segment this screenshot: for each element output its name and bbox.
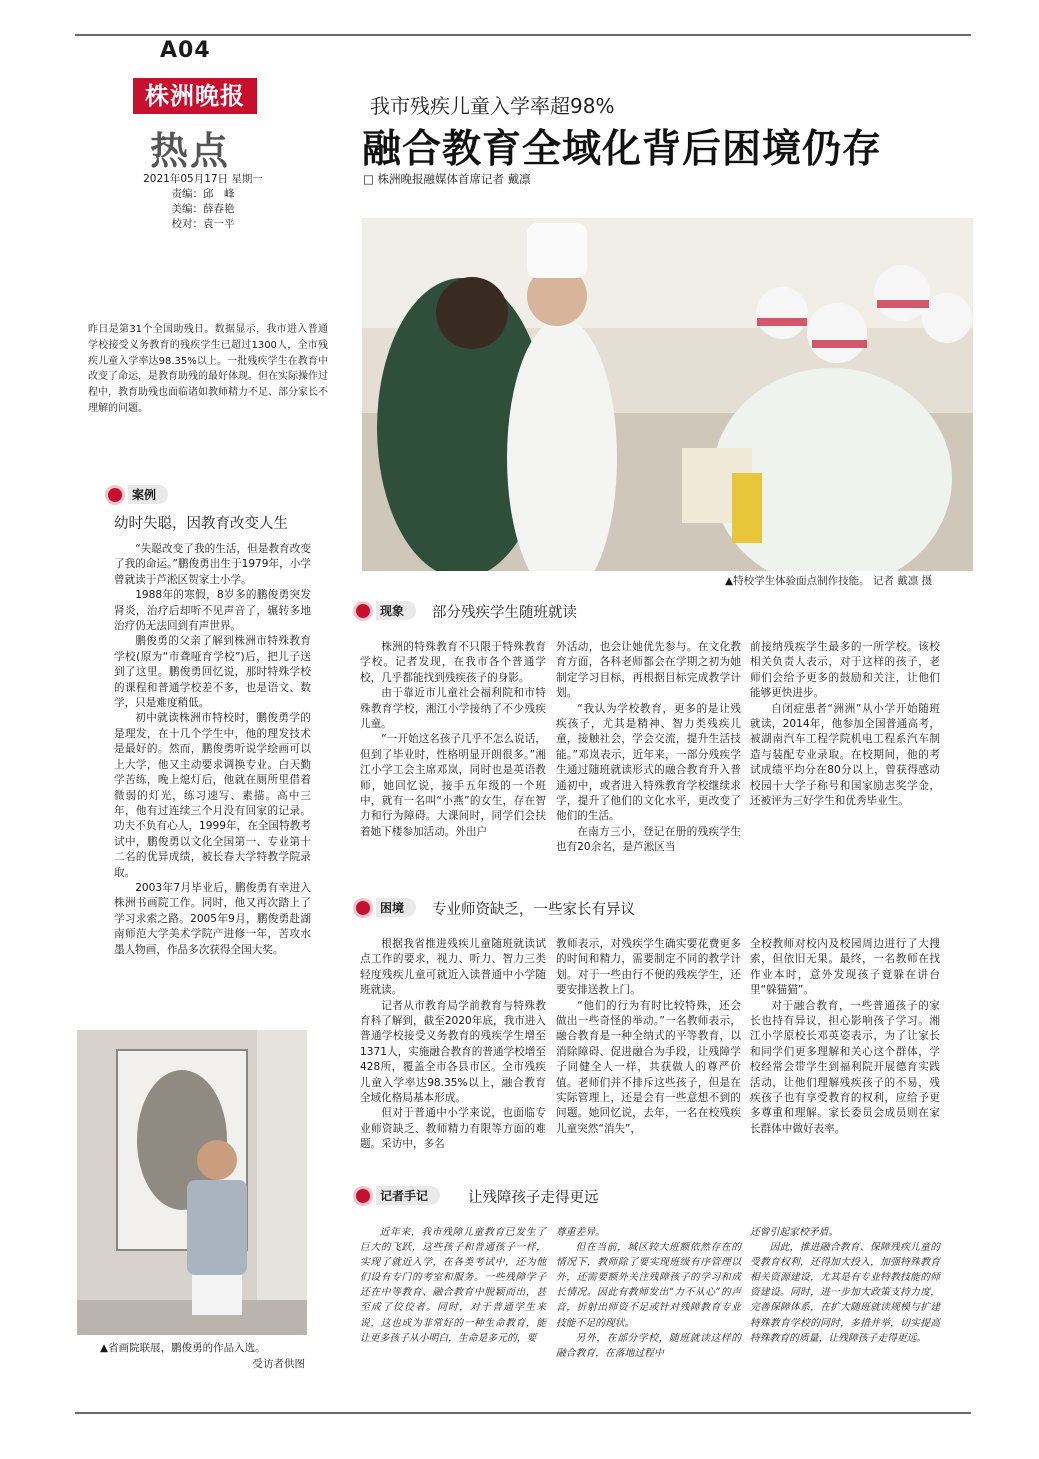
dilemma-column-1	[360, 937, 546, 1153]
phenomenon-paragraph: 株洲的特殊教育不只限于特殊教育学校。记者发现，在我市各个普通学校，几乎都能找到残疾孩子的身影。	[360, 641, 546, 684]
dilemma-title: 专业师资缺乏，一些家长有异议	[432, 902, 635, 918]
note-title: 让残障孩子走得更远	[468, 1190, 599, 1206]
phenomenon-paragraph: 前接纳残疾学生最多的一所学校。该校相关负责人表示，对于这样的孩子，老师们会给予更多的鼓励和关注，让他们能够更快进步。	[750, 641, 940, 700]
art-editor-credit: 美编：薛春艳	[171, 203, 235, 215]
lead-paragraph	[88, 322, 328, 417]
note-tag-label: 记者手记	[376, 1186, 440, 1205]
case-tag	[108, 485, 168, 504]
tag-bullet-icon	[356, 1189, 370, 1203]
dilemma-paragraph: 根据我省推进残疾儿童随班就读试点工作的要求，视力、听力、智力三类轻度残疾儿童可就近入读普通中小学随班就读。	[360, 938, 546, 997]
phenomenon-paragraph: 外活动，也会让她优先参与。在文化教育方面，各科老师都会在学期之初为她制定学习目标，再根据目标完成教学计划。	[556, 641, 741, 700]
article-byline: □ 株洲晚报融媒体首席记者 戴凛	[363, 172, 531, 186]
phenomenon-paragraph: 由于靠近市儿童社会福利院和市特殊教育学校，湘江小学接纳了不少残疾儿童。	[360, 687, 546, 731]
tag-bullet-icon	[356, 604, 370, 618]
phenomenon-tag-label: 现象	[376, 601, 416, 620]
main-photo-illustration	[362, 218, 973, 571]
main-photo-caption: ▲特校学生体验面点制作技能。 记者 戴凛 摄	[725, 575, 933, 587]
main-photo	[362, 218, 973, 571]
tag-bullet-icon	[356, 901, 370, 915]
editor-credit: 责编：邱 峰	[171, 188, 235, 200]
top-rule	[75, 34, 971, 36]
phenomenon-tag	[356, 601, 416, 620]
phenomenon-column-2	[556, 640, 741, 856]
dilemma-paragraph: 教师表示，对残疾学生确实要花费更多的时间和精力，需要制定不同的教学计划。对于一些由行不便的残疾学生，还要安排送教上门。	[556, 938, 741, 997]
dilemma-tag	[356, 898, 416, 917]
dilemma-paragraph: 对于融合教育，一些普通孩子的家长也持有异议，担心影响孩子学习。湘江小学原校长邓英姿表示，为了让家长和同学们更多理解和关心这个群体，学校经常会带学生到福利院开展德育实践活动，让他们理解残疾孩子的不易，残疾孩子也有享受教育的权利，应给予更多尊重和理解。家长委员会成员则在家长群体中做好表率。	[750, 999, 940, 1135]
case-body	[114, 542, 311, 958]
case-paragraph: 鹏俊勇的父亲了解到株洲市特殊教育学校(原为“市聋哑育学校”)后，把儿子送到了这里。鹏俊勇回忆说，那时特殊学校的课程和普通学校差不多，也是语文、数学，只是难度稍低。	[114, 635, 311, 710]
artist-photo-credit: 受访者供图	[252, 1358, 305, 1370]
page-meta	[128, 172, 278, 232]
dilemma-column-2	[556, 937, 741, 1137]
case-title: 幼时失聪，因教育改变人生	[114, 516, 288, 532]
page-number: A04	[160, 38, 211, 63]
lead-text: 昨日是第31个全国助残日。数据显示，我市进入普通学校接受义务教育的残疾学生已超过1300人，全市残疾儿童入学率达98.35%以上。一批残疾学生在教育中改变了命运，是教育助残的最好体现。但在实际操作过程中，教育助残也面临诸如教师精力不足、部分家长不理解的问题。	[88, 324, 328, 414]
note-paragraph: 因此，推进融合教育、保障残疾儿童的受教育权利，还得加大投入，加强特殊教育相关资源建设，尤其是有专业特教技能的师资建设。同时，进一步加大政策支持力度，完善保障体系，在扩大随班就读规模与扩建特殊教育学校的同时，多措并举，切实提高特殊教育的质量，让残障孩子走得更远。	[750, 1242, 940, 1344]
dilemma-paragraph: 但对于普通中小学来说，也面临专业师资缺乏、教师精力有限等方面的难题。采访中，多名	[360, 1107, 546, 1151]
phenomenon-paragraph: 在南方三小，登记在册的残疾学生也有20余名，是芦淞区当	[556, 825, 741, 854]
artist-caption-text: ▲省画院联展，鹏俊勇的作品入选。	[100, 1342, 266, 1354]
proofreader-credit: 校对：袁一平	[171, 218, 235, 230]
dilemma-paragraph: “他们的行为有时比较特殊，还会做出一些奇怪的举动。”一名教师表示，融合教育是一种全纳式的平等教育，以消除障碍、促进融合为手段，让残障学子同健全人一样，共获做人的尊严价值。老师们并不排斥这些孩子，但是在实际管理上，还是会有一些意想不到的问题。她回忆说，去年，一名在校残疾儿童突然“消失”，	[556, 999, 741, 1135]
article-headline: 融合教育全域化背后困境仍存	[362, 127, 883, 172]
issue-date: 2021年05月17日 星期一	[143, 173, 263, 185]
dilemma-paragraph: 全校教师对校内及校园周边进行了大搜索，但依旧无果。最终，一名教师在找作业本时，意外发现孩子竟躲在讲台里“躲猫猫”。	[750, 938, 940, 997]
note-tag	[356, 1186, 440, 1205]
tag-bullet-icon	[108, 488, 122, 502]
note-column-3	[750, 1225, 940, 1346]
bottom-rule	[75, 1412, 971, 1414]
article-subtitle: 我市残疾儿童入学率超98%	[370, 94, 615, 118]
note-paragraph: 还曾引起家校矛盾。	[750, 1227, 839, 1238]
note-paragraph: 尊重差异。	[556, 1227, 605, 1238]
case-paragraph: 初中就读株洲市特校时，鹏俊勇学的是理发，在十几个学生中，他的理发技术是最好的。然而，鹏俊勇听说学绘画可以上大学，他又主动要求调换专业。白天勤学苦练，晚上熄灯后，他就在厕所里借着微弱的灯光，练习速写、素描。高中三年，他有过连续三个月没有回家的记录。功夫不负有心人，1999年，在全国特教考试中，鹏俊勇以文化全国第一、专业第十二名的优异成绩，被长春大学特教学院录取。	[114, 712, 311, 879]
case-paragraph: 1988年的寒假，8岁多的鹏俊勇突发肾炎，治疗后却听不见声音了，辗转多地治疗仍无法回到有声世界。	[114, 589, 311, 633]
phenomenon-column-1	[360, 640, 546, 840]
dilemma-column-3	[750, 937, 940, 1137]
artist-photo-illustration	[77, 1030, 307, 1335]
artist-photo-caption	[100, 1340, 305, 1372]
case-paragraph: 2003年7月毕业后，鹏俊勇有幸进入株洲书画院工作。同时，他又再次踏上了学习求索之路。2005年9月，鹏俊勇赴湖南师范大学美术学院产进修一年，苦攻水墨人物画，作品多次获得全国大奖。	[114, 881, 311, 956]
phenomenon-paragraph: “我认为学校教育，更多的是让残疾孩子，尤其是精神、智力类残疾儿童，接触社会，学会交流，提升生活技能。”邓岚表示，近年来，一部分残疾学生通过随班就读形式的融合教育升入普通初中，或者进入特殊教育学校继续求学，提升了他们的文化水平，更改变了他们的生活。	[556, 702, 741, 823]
dilemma-tag-label: 困境	[376, 898, 416, 917]
section-title: 热点	[150, 128, 231, 173]
phenomenon-paragraph: 自闭症患者“洲洲”从小学开始随班就读，2014年，他参加全国普通高考，被湖南汽车工程学院机电工程系汽车制造与装配专业录取。在校期间，他的考试成绩平均分在80分以上，曾获得感动校园十大学子称号和国家励志奖学金，还被评为三好学生和优秀毕业生。	[750, 702, 940, 808]
phenomenon-column-3	[750, 640, 940, 809]
phenomenon-paragraph: “一开始这名孩子几乎不怎么说话，但到了毕业时，性格明显开朗很多。”湘江小学工会主席邓岚，同时也是英语教师，她回忆说，接手五年级的一个班中，就有一名叫“小燕”的女生，存在智力和行为障碍。大课间时，同学们会扶着她下楼参加活动。外出户	[360, 733, 546, 838]
artist-photo	[77, 1030, 307, 1335]
case-paragraph: “失聪改变了我的生活，但是教育改变了我的命运。”鹏俊勇出生于1979年，小学曾就读于芦淞区贺家土小学。	[114, 543, 311, 586]
phenomenon-title: 部分残疾学生随班就读	[432, 605, 577, 621]
note-paragraph: 另外，在部分学校，随班就读这样的融合教育，在落地过程中	[556, 1332, 741, 1359]
masthead-logo: 株洲晚报	[133, 78, 257, 114]
dilemma-paragraph: 记者从市教育局学前教育与特殊教育科了解到，截至2020年底，我市进入普通学校接受义务教育的残疾学生增至1371人，实施融合教育的普通学校增至428所，覆盖全市各县市区。全市残疾儿童入学率达98.35%以上，融合教育全域化格局基本形成。	[360, 999, 546, 1105]
case-tag-label: 案例	[128, 485, 168, 504]
note-paragraph: 近年来，我市残障儿童教育已发生了巨大的飞跃，这些孩子和普通孩子一样，实现了就近入学，在各类考试中，还为他们设有专门的考室和服务。一些残障学子还在中等教育、融合教育中脱颖而出，甚至成了佼佼者。同时，对于普通学生来说，这也成为非常好的一种生命教育，能让更多孩子从小明白，生命是多元的，要	[360, 1227, 546, 1344]
note-column-2	[556, 1225, 741, 1361]
note-column-1	[360, 1225, 546, 1346]
note-paragraph: 但在当前，城区较大班额依然存在的情况下，教师除了要实现班级有序管理以外，还需要额外关注残障孩子的学习和成长情况。因此有教师发出“力不从心”的声音，折射出师资不足或针对残障教育专业技能不足的现状。	[556, 1242, 741, 1329]
